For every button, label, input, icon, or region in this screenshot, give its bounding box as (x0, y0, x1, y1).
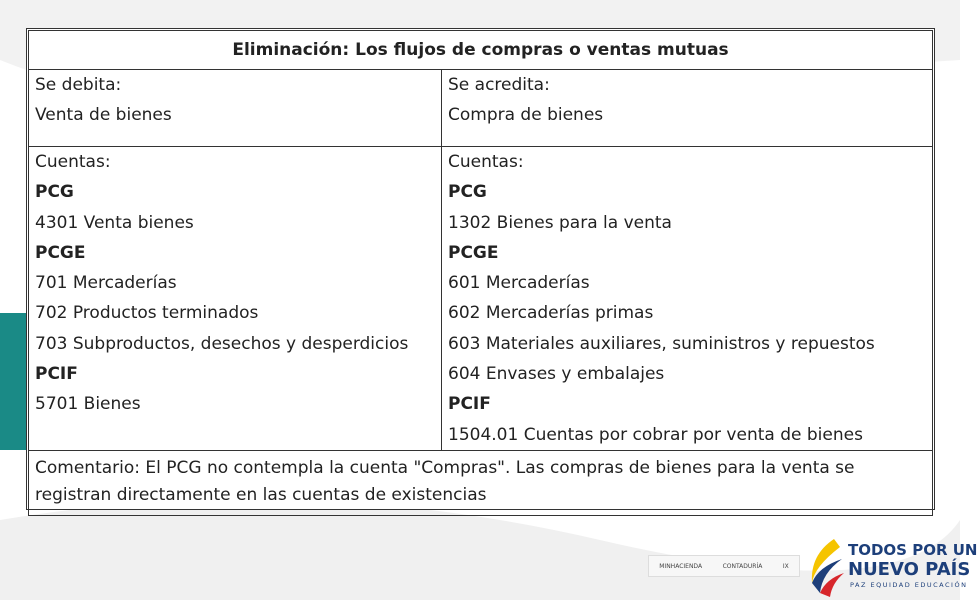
credit-account-line: 603 Materiales auxiliares, suministros y repuestos (448, 333, 875, 354)
credit-header-cell (442, 70, 933, 147)
debit-account-list (35, 177, 435, 419)
debit-header: Se debita: (35, 75, 122, 95)
credit-accounts-label: Cuentas: (448, 152, 524, 172)
debit-accounts-cell (29, 147, 442, 451)
accent-bar (0, 313, 26, 450)
debit-account-line: 5701 Bienes (35, 394, 141, 415)
debit-account-line: 4301 Venta bienes (35, 212, 194, 233)
slogan-line1: TODOS POR UN (848, 541, 977, 559)
footer-logos (648, 537, 977, 597)
credit-plan-heading: PCG (448, 182, 487, 203)
minhacienda-logo: MINHACIENDA (659, 562, 703, 570)
debit-item: Venta de bienes (35, 105, 172, 126)
elimination-table (26, 28, 935, 510)
credit-plan-heading: PCGE (448, 242, 499, 263)
credit-account-line: 1504.01 Cuentas por cobrar por venta de bienes (448, 424, 863, 445)
credit-header: Se acredita: (448, 75, 550, 95)
debit-account-line: 702 Productos terminados (35, 303, 259, 324)
institution-logos (648, 555, 800, 577)
slogan-line3: PAZ EQUIDAD EDUCACIÓN (850, 581, 968, 589)
credit-account-list (448, 177, 926, 450)
debit-plan-heading: PCIF (35, 364, 78, 385)
debit-plan-heading: PCG (35, 182, 74, 203)
debit-header-cell (29, 70, 442, 147)
credit-plan-heading: PCIF (448, 394, 491, 415)
slogan-line2: NUEVO PAÍS (848, 559, 971, 580)
debit-account-line: 701 Mercaderías (35, 273, 177, 294)
comment-cell: Comentario: El PCG no contempla la cuenta "Compras". Las compras de bienes para la venta se registran directamente en las cuentas de existencias (29, 450, 933, 515)
credit-item: Compra de bienes (448, 105, 604, 126)
debit-accounts-label: Cuentas: (35, 152, 111, 172)
credit-account-line: 601 Mercaderías (448, 273, 590, 294)
contaduria-logo: CONTADURÍA (722, 562, 763, 570)
flag-swoosh-icon (804, 537, 848, 599)
todos-por-un-nuevo-pais-logo (804, 537, 977, 599)
credit-account-line: 604 Envases y embalajes (448, 364, 665, 385)
credit-accounts-cell (442, 147, 933, 451)
debit-plan-heading: PCGE (35, 242, 86, 263)
credit-account-line: 602 Mercaderías primas (448, 303, 654, 324)
debit-account-line: 703 Subproductos, desechos y desperdicios (35, 333, 409, 354)
table-grid (28, 30, 933, 516)
credit-account-line: 1302 Bienes para la venta (448, 212, 672, 233)
table-title: Eliminación: Los flujos de compras o ventas mutuas (29, 31, 933, 70)
ix-logo: IX (782, 562, 789, 570)
